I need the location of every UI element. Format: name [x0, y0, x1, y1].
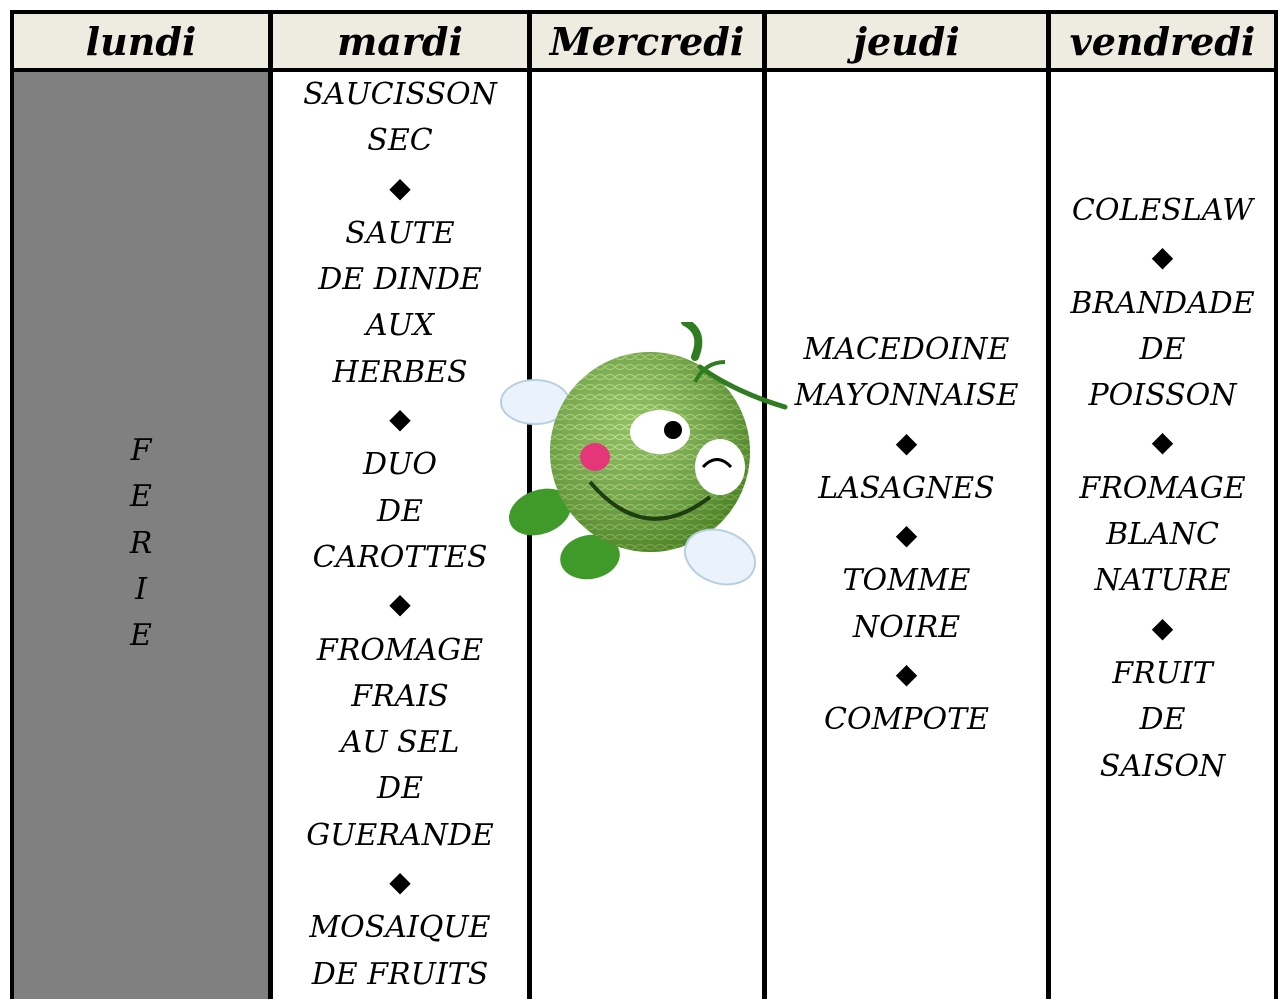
menu-line: FRUIT	[1112, 655, 1213, 691]
menu-line: COMPOTE	[824, 702, 989, 738]
ferie-letter: R	[129, 525, 153, 561]
menu-line: GUERANDE	[306, 817, 494, 853]
ferie-letter: I	[135, 571, 147, 607]
header-lundi: lundi	[14, 14, 268, 72]
separator-diamond: ◆	[1151, 240, 1174, 274]
jeudi-cell	[767, 72, 1046, 999]
separator-diamond: ◆	[1151, 610, 1174, 644]
menu-line: SEC	[367, 123, 433, 159]
menu-line: MACEDOINE	[803, 332, 1010, 367]
menu-line: COLESLAW	[1071, 193, 1254, 228]
column-jeudi	[767, 14, 1051, 999]
header-mardi: mardi	[273, 14, 527, 72]
menu-line: CAROTTES	[312, 539, 488, 575]
menu-line: DE	[1139, 331, 1186, 367]
ferie-cell	[14, 72, 268, 999]
header-jeudi: jeudi	[767, 14, 1046, 72]
menu-line: FROMAGE	[316, 632, 484, 668]
column-mardi	[273, 14, 532, 999]
separator-diamond: ◆	[389, 865, 411, 899]
menu-line: DE	[377, 493, 423, 529]
melon-character-icon	[495, 322, 790, 594]
ferie-letter: E	[130, 479, 152, 515]
column-vendredi	[1051, 14, 1274, 999]
menu-line: DE FRUITS	[311, 956, 489, 992]
ferie-letter: F	[130, 433, 152, 468]
separator-diamond: ◆	[1151, 425, 1174, 459]
menu-line: MOSAIQUE	[309, 910, 491, 946]
separator-diamond: ◆	[389, 402, 411, 436]
menu-line: AUX	[365, 308, 435, 344]
menu-line: MAYONNAISE	[794, 378, 1019, 414]
separator-diamond: ◆	[389, 170, 411, 204]
menu-line: TOMME	[842, 563, 971, 599]
mardi-cell	[273, 72, 527, 999]
menu-line: BRANDADE	[1070, 285, 1255, 321]
separator-diamond: ◆	[895, 518, 918, 552]
column-lundi	[14, 14, 273, 999]
menu-line: DE DINDE	[318, 262, 482, 298]
menu-line: LASAGNES	[818, 470, 995, 506]
vendredi-cell	[1051, 72, 1274, 999]
separator-diamond: ◆	[389, 587, 411, 621]
separator-diamond: ◆	[895, 425, 918, 459]
separator-diamond: ◆	[895, 657, 918, 691]
header-mercredi: Mercredi	[532, 14, 762, 72]
menu-line: DE	[1139, 702, 1186, 738]
menu-line: POISSON	[1088, 378, 1237, 414]
header-vendredi: vendredi	[1051, 14, 1274, 72]
menu-line: DE	[377, 771, 423, 807]
ferie-letter: E	[130, 618, 152, 654]
menu-line: NOIRE	[852, 609, 961, 645]
menu-line: FRAIS	[351, 678, 449, 714]
menu-line: SAISON	[1099, 748, 1226, 784]
menu-line: SAUTE	[345, 215, 455, 251]
menu-line: NATURE	[1094, 563, 1231, 599]
menu-line: SAUCISSON	[303, 77, 497, 112]
menu-line: HERBES	[332, 354, 468, 390]
menu-line: FROMAGE	[1079, 470, 1246, 506]
menu-line: BLANC	[1106, 517, 1219, 553]
menu-line: DUO	[363, 447, 437, 483]
menu-line: AU SEL	[340, 725, 460, 761]
